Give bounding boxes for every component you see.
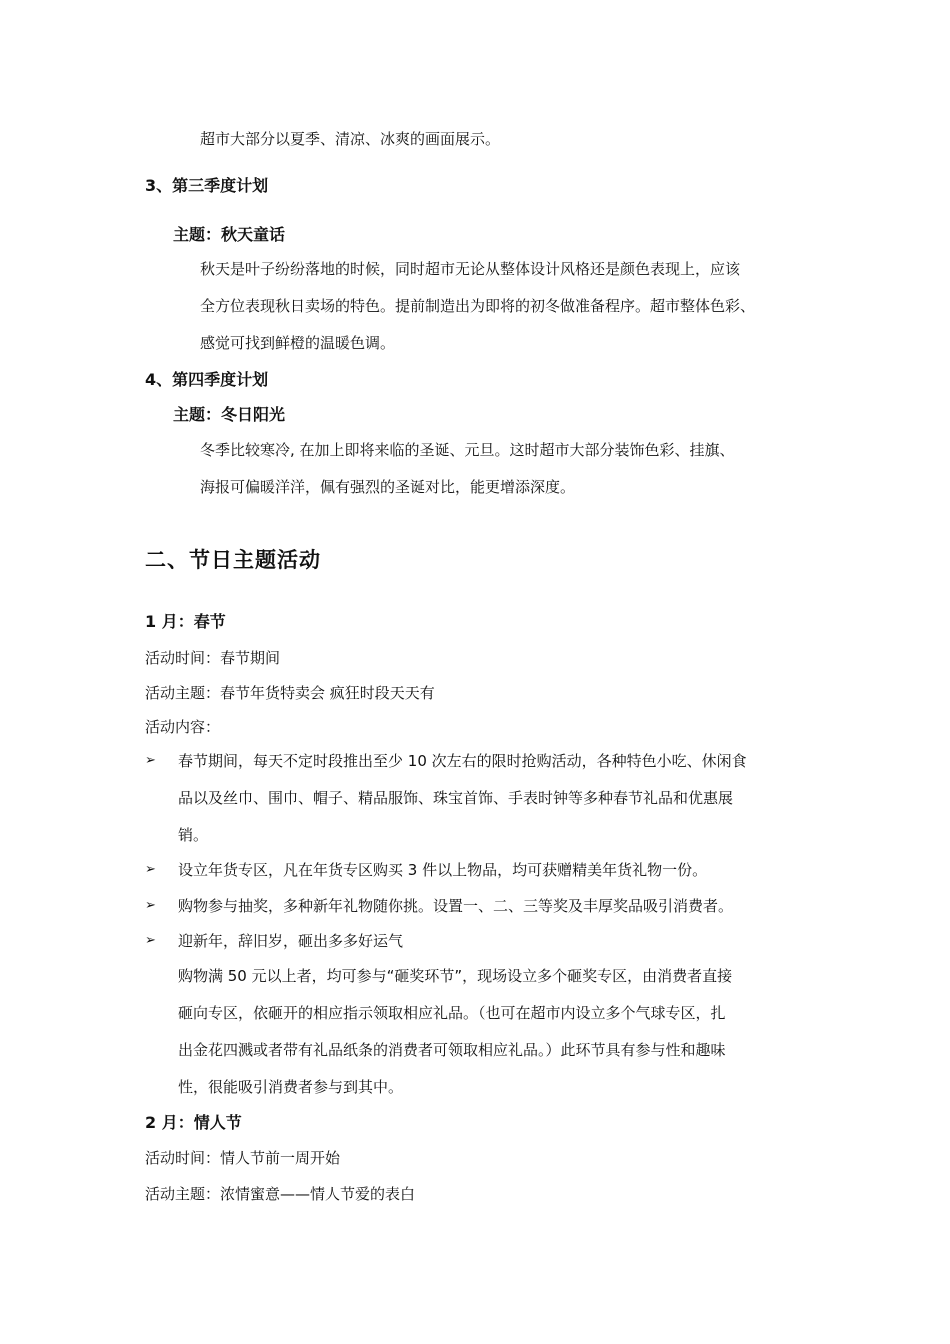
q4-heading: 4、第四季度计划 <box>145 370 269 389</box>
q3-theme: 主题：秋天童话 <box>173 225 286 244</box>
bullet-arrow-icon: ➢ <box>145 933 156 948</box>
bullet-arrow-icon: ➢ <box>145 862 156 877</box>
jan-content-label: 活动内容： <box>145 718 221 736</box>
jan-bullet-4-detail-line: 性，很能吸引消费者参与到其中。 <box>178 1078 404 1096</box>
jan-heading: 1 月：春节 <box>145 612 226 631</box>
jan-bullet-1-line: 销。 <box>178 826 209 844</box>
feb-theme: 活动主题：浓情蜜意——情人节爱的表白 <box>145 1185 416 1203</box>
q3-heading: 3、第三季度计划 <box>145 176 269 195</box>
q4-theme: 主题：冬日阳光 <box>173 405 286 424</box>
jan-theme: 活动主题：春节年货特卖会 疯狂时段天天有 <box>145 684 435 702</box>
jan-bullet-4: 迎新年，辞旧岁，砸出多多好运气 <box>178 932 404 950</box>
season3-tail-text: 超市大部分以夏季、清凉、冰爽的画面展示。 <box>200 130 501 148</box>
jan-bullet-4-detail-line: 砸向专区，依砸开的相应指示领取相应礼品。（也可在超市内设立多个气球专区，扎 <box>178 1004 726 1022</box>
jan-time: 活动时间：春节期间 <box>145 649 281 667</box>
feb-heading: 2 月：情人节 <box>145 1113 242 1132</box>
jan-bullet-3: 购物参与抽奖，多种新年礼物随你挑。设置一、二、三等奖及丰厚奖品吸引消费者。 <box>178 897 734 915</box>
jan-bullet-4-detail-line: 购物满 50 元以上者，均可参与“砸奖环节”，现场设立多个砸奖专区，由消费者直接 <box>178 967 733 985</box>
jan-bullet-4-detail-line: 出金花四溅或者带有礼品纸条的消费者可领取相应礼品。）此环节具有参与性和趣味 <box>178 1041 726 1059</box>
q3-line: 全方位表现秋日卖场的特色。提前制造出为即将的初冬做准备程序。超市整体色彩、 <box>200 297 756 315</box>
section2-title: 二、节日主题活动 <box>145 548 321 572</box>
q4-line: 海报可偏暖洋洋，佩有强烈的圣诞对比，能更增添深度。 <box>200 478 576 496</box>
feb-time: 活动时间：情人节前一周开始 <box>145 1149 341 1167</box>
jan-bullet-2: 设立年货专区，凡在年货专区购买 3 件以上物品，均可获赠精美年货礼物一份。 <box>178 861 708 879</box>
jan-bullet-1-line: 品以及丝巾、围巾、帽子、精品服饰、珠宝首饰、手表时钟等多种春节礼品和优惠展 <box>178 789 734 807</box>
jan-bullet-1-line: 春节期间，每天不定时段推出至少 10 次左右的限时抢购活动，各种特色小吃、休闲食 <box>178 752 747 770</box>
q4-line: 冬季比较寒冷, 在加上即将来临的圣诞、元旦。这时超市大部分装饰色彩、挂旗、 <box>200 441 735 459</box>
q3-line: 秋天是叶子纷纷落地的时候，同时超市无论从整体设计风格还是颜色表现上，应该 <box>200 260 741 278</box>
bullet-arrow-icon: ➢ <box>145 753 156 768</box>
bullet-arrow-icon: ➢ <box>145 898 156 913</box>
q3-line: 感觉可找到鲜橙的温暖色调。 <box>200 334 396 352</box>
